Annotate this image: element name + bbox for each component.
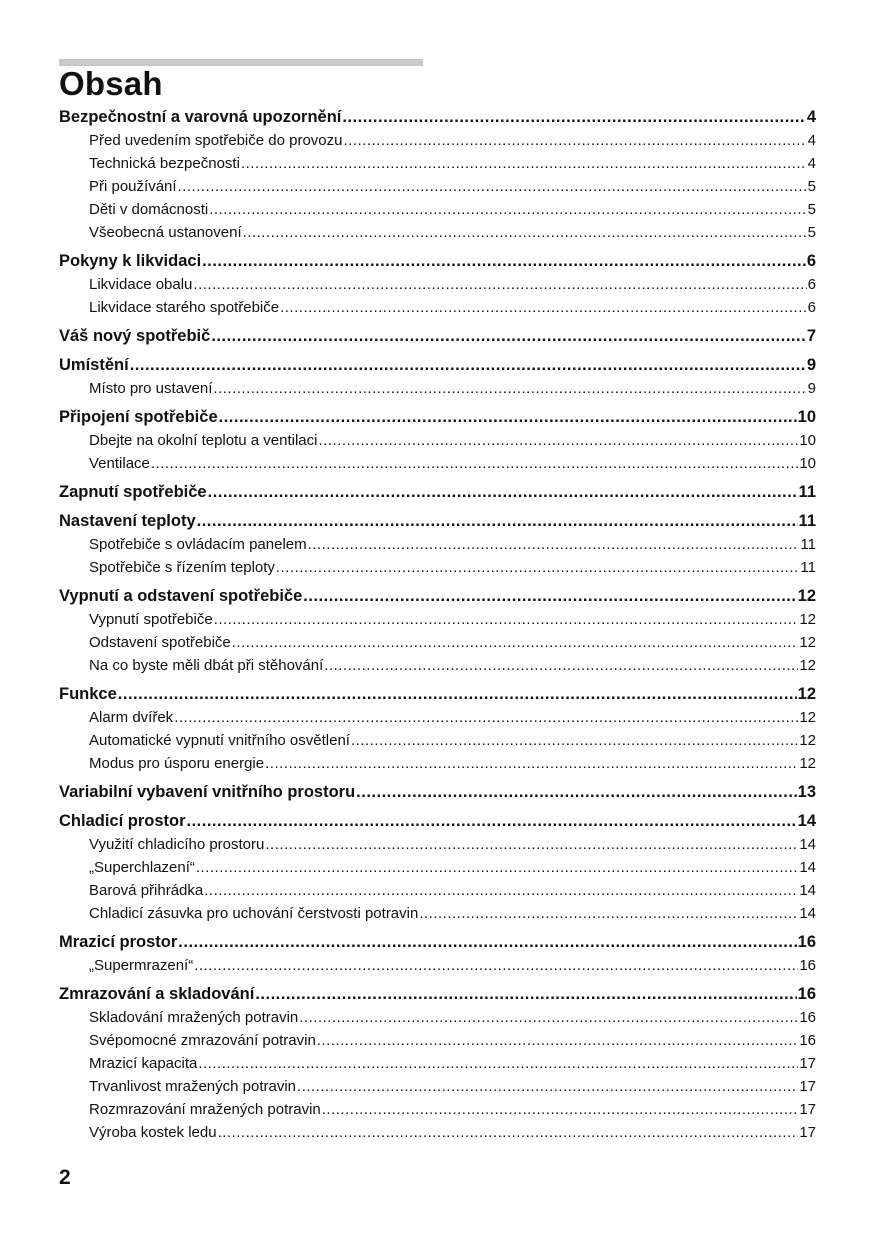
toc-leader-dots	[151, 452, 798, 475]
toc-leader-dots	[130, 354, 806, 377]
toc-chapter-entry[interactable]	[59, 354, 816, 377]
toc-chapter-entry[interactable]	[59, 781, 816, 804]
toc-entry-page: 16	[797, 933, 816, 951]
toc-leader-dots	[187, 810, 797, 833]
toc-entry-page: 14	[799, 882, 816, 899]
toc-leader-dots	[265, 833, 798, 856]
toc-entry-label: Barová přihrádka	[89, 882, 204, 899]
toc-entry-page: 12	[799, 732, 816, 749]
toc-entry-page: 12	[799, 657, 816, 674]
toc-entry-label: Využití chladicího prostoru	[89, 836, 265, 853]
toc-entry-page: 16	[799, 1009, 816, 1026]
toc-section-entry[interactable]	[59, 429, 816, 452]
toc-entry-page: 5	[807, 224, 816, 241]
toc-leader-dots	[322, 1098, 799, 1121]
toc-leader-dots	[178, 175, 807, 198]
toc-section-entry[interactable]	[59, 556, 816, 579]
toc-section-entry[interactable]	[59, 452, 816, 475]
toc-section-entry[interactable]	[59, 1098, 816, 1121]
toc-entry-label: Mrazicí kapacita	[89, 1055, 198, 1072]
toc-section-entry[interactable]	[59, 533, 816, 556]
toc-leader-dots	[196, 856, 798, 879]
toc-section-entry[interactable]	[59, 631, 816, 654]
toc-entry-page: 16	[799, 1032, 816, 1049]
toc-leader-dots	[324, 654, 798, 677]
toc-leader-dots	[204, 879, 798, 902]
toc-entry-page: 11	[798, 483, 816, 501]
toc-leader-dots	[118, 683, 797, 706]
toc-leader-dots	[202, 250, 806, 273]
toc-leader-dots	[265, 752, 798, 775]
toc-entry-label: Dbejte na okolní teplotu a ventilaci	[89, 432, 318, 449]
toc-chapter-entry[interactable]	[59, 585, 816, 608]
toc-entry-label: Automatické vypnutí vnitřního osvětlení	[89, 732, 350, 749]
toc-entry-page: 14	[797, 812, 816, 830]
toc-entry-label: Chladicí zásuvka pro uchování čerstvosti potravin	[89, 905, 419, 922]
toc-entry-label: Na co byste měli dbát při stěhování	[89, 657, 324, 674]
toc-section-entry[interactable]	[59, 706, 816, 729]
toc-entry-page: 12	[799, 611, 816, 628]
toc-section-entry[interactable]	[59, 879, 816, 902]
toc-chapter-entry[interactable]	[59, 325, 816, 348]
toc-leader-dots	[276, 556, 800, 579]
toc-entry-label: Rozmrazování mražených potravin	[89, 1101, 321, 1118]
toc-chapter-entry[interactable]	[59, 683, 816, 706]
toc-section-entry[interactable]	[59, 833, 816, 856]
toc-entry-label: Likvidace starého spotřebiče	[89, 299, 280, 316]
toc-section-entry[interactable]	[59, 729, 816, 752]
toc-leader-dots	[213, 377, 806, 400]
toc-chapter-entry[interactable]	[59, 481, 816, 504]
toc-chapter-entry[interactable]	[59, 983, 816, 1006]
toc-entry-page: 12	[799, 634, 816, 651]
toc-chapter-entry[interactable]	[59, 106, 816, 129]
toc-leader-dots	[255, 983, 796, 1006]
toc-entry-label: Nastavení teploty	[59, 512, 196, 530]
toc-leader-dots	[219, 406, 797, 429]
toc-entry-label: Umístění	[59, 356, 129, 374]
toc-entry-page: 11	[798, 512, 816, 530]
page-number: 2	[59, 1166, 71, 1189]
toc-entry-page: 6	[806, 252, 816, 270]
toc-entry-page: 14	[799, 859, 816, 876]
toc-leader-dots	[308, 533, 800, 556]
toc-section-entry[interactable]	[59, 221, 816, 244]
toc-entry-page: 4	[807, 132, 816, 149]
toc-chapter-entry[interactable]	[59, 250, 816, 273]
toc-section-entry[interactable]	[59, 1052, 816, 1075]
toc-entry-page: 14	[799, 905, 816, 922]
toc-leader-dots	[193, 273, 806, 296]
toc-chapter-entry[interactable]	[59, 510, 816, 533]
toc-entry-page: 10	[797, 408, 816, 426]
toc-leader-dots	[351, 729, 798, 752]
toc-entry-page: 10	[799, 432, 816, 449]
toc-entry-label: Trvanlivost mražených potravin	[89, 1078, 297, 1095]
toc-entry-label: Všeobecná ustanovení	[89, 224, 242, 241]
toc-entry-label: Při používání	[89, 178, 177, 195]
toc-entry-page: 12	[799, 755, 816, 772]
toc-entry-label: Děti v domácnosti	[89, 201, 209, 218]
toc-entry-page: 11	[800, 536, 816, 553]
table-of-contents	[59, 106, 816, 1144]
toc-leader-dots	[194, 954, 798, 977]
toc-entry-page: 4	[807, 155, 816, 172]
toc-entry-page: 6	[807, 299, 816, 316]
toc-entry-page: 4	[806, 108, 816, 126]
toc-entry-label: Odstavení spotřebiče	[89, 634, 231, 651]
toc-section-entry[interactable]	[59, 377, 816, 400]
toc-entry-page: 12	[797, 685, 816, 703]
toc-entry-label: Zapnutí spotřebiče	[59, 483, 207, 501]
toc-leader-dots	[318, 429, 798, 452]
toc-entry-page: 16	[799, 957, 816, 974]
toc-entry-label: Svépomocné zmrazování potravin	[89, 1032, 316, 1049]
toc-leader-dots	[356, 781, 796, 804]
toc-entry-page: 12	[799, 709, 816, 726]
toc-entry-page: 9	[807, 380, 816, 397]
toc-entry-page: 17	[799, 1078, 816, 1095]
toc-leader-dots	[317, 1029, 799, 1052]
toc-leader-dots	[208, 481, 798, 504]
toc-section-entry[interactable]	[59, 752, 816, 775]
toc-section-entry[interactable]	[59, 902, 816, 925]
page-title: Obsah	[59, 65, 163, 102]
toc-entry-label: Technická bezpečnosti	[89, 155, 240, 172]
toc-leader-dots	[198, 1052, 798, 1075]
toc-entry-label: Variabilní vybavení vnitřního prostoru	[59, 783, 356, 801]
toc-entry-page: 17	[799, 1124, 816, 1141]
toc-entry-page: 13	[797, 783, 816, 801]
toc-entry-page: 12	[797, 587, 816, 605]
toc-chapter-entry[interactable]	[59, 406, 816, 429]
toc-entry-label: Skladování mražených potravin	[89, 1009, 299, 1026]
toc-entry-label: Alarm dvířek	[89, 709, 174, 726]
toc-leader-dots	[303, 585, 796, 608]
toc-entry-label: Zmrazování a skladování	[59, 985, 255, 1003]
toc-leader-dots	[243, 221, 807, 244]
toc-section-entry[interactable]	[59, 129, 816, 152]
toc-section-entry[interactable]	[59, 273, 816, 296]
toc-entry-label: Bezpečnostní a varovná upozornění	[59, 108, 342, 126]
toc-entry-page: 16	[797, 985, 816, 1003]
toc-section-entry[interactable]	[59, 608, 816, 631]
toc-entry-label: Funkce	[59, 685, 117, 703]
toc-entry-page: 17	[799, 1101, 816, 1118]
toc-entry-label: Ventilace	[89, 455, 150, 472]
toc-section-entry[interactable]	[59, 1075, 816, 1098]
toc-entry-page: 9	[806, 356, 816, 374]
toc-section-entry[interactable]	[59, 198, 816, 221]
toc-leader-dots	[419, 902, 798, 925]
toc-entry-label: Vypnutí spotřebiče	[89, 611, 213, 628]
toc-entry-label: Připojení spotřebiče	[59, 408, 218, 426]
toc-entry-label: Před uvedením spotřebiče do provozu	[89, 132, 343, 149]
toc-leader-dots	[178, 931, 796, 954]
toc-entry-label: Váš nový spotřebič	[59, 327, 211, 345]
toc-section-entry[interactable]	[59, 296, 816, 319]
toc-leader-dots	[218, 1121, 799, 1144]
toc-section-entry[interactable]	[59, 1029, 816, 1052]
toc-section-entry[interactable]	[59, 152, 816, 175]
toc-entry-page: 10	[799, 455, 816, 472]
toc-entry-label: Vypnutí a odstavení spotřebiče	[59, 587, 303, 605]
toc-entry-page: 17	[799, 1055, 816, 1072]
toc-leader-dots	[280, 296, 807, 319]
toc-entry-page: 6	[807, 276, 816, 293]
toc-entry-label: Likvidace obalu	[89, 276, 193, 293]
toc-entry-page: 5	[807, 201, 816, 218]
toc-entry-page: 11	[800, 559, 816, 576]
toc-entry-page: 7	[806, 327, 816, 345]
toc-section-entry[interactable]	[59, 175, 816, 198]
toc-leader-dots	[342, 106, 805, 129]
toc-entry-label: Místo pro ustavení	[89, 380, 213, 397]
toc-entry-page: 5	[807, 178, 816, 195]
toc-leader-dots	[209, 198, 806, 221]
toc-entry-label: „Superchlazení“	[89, 859, 195, 876]
toc-entry-label: Spotřebiče s řízením teploty	[89, 559, 275, 576]
toc-leader-dots	[197, 510, 798, 533]
toc-entry-label: „Supermrazení“	[89, 957, 194, 974]
toc-leader-dots	[299, 1006, 798, 1029]
toc-leader-dots	[174, 706, 798, 729]
toc-section-entry[interactable]	[59, 954, 816, 977]
toc-leader-dots	[297, 1075, 798, 1098]
toc-chapter-entry[interactable]	[59, 931, 816, 954]
toc-entry-label: Výroba kostek ledu	[89, 1124, 217, 1141]
toc-entry-label: Spotřebiče s ovládacím panelem	[89, 536, 307, 553]
toc-section-entry[interactable]	[59, 654, 816, 677]
toc-leader-dots	[232, 631, 799, 654]
toc-entry-label: Mrazicí prostor	[59, 933, 178, 951]
toc-leader-dots	[343, 129, 806, 152]
toc-entry-page: 14	[799, 836, 816, 853]
toc-section-entry[interactable]	[59, 1121, 816, 1144]
toc-leader-dots	[214, 608, 799, 631]
toc-entry-label: Pokyny k likvidaci	[59, 252, 202, 270]
toc-section-entry[interactable]	[59, 1006, 816, 1029]
toc-leader-dots	[211, 325, 806, 348]
toc-leader-dots	[241, 152, 807, 175]
toc-entry-label: Chladicí prostor	[59, 812, 186, 830]
toc-chapter-entry[interactable]	[59, 810, 816, 833]
toc-section-entry[interactable]	[59, 856, 816, 879]
toc-entry-label: Modus pro úsporu energie	[89, 755, 265, 772]
